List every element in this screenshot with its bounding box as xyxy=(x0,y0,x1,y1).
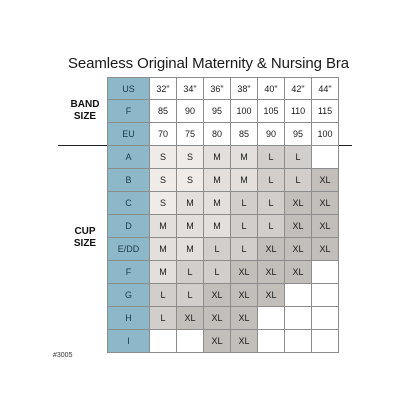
size-cell xyxy=(312,146,339,169)
cup-size-label xyxy=(58,226,112,250)
size-cell: L xyxy=(258,215,285,238)
size-cell: L xyxy=(177,261,204,284)
size-cell: S xyxy=(177,146,204,169)
size-cell: M xyxy=(204,215,231,238)
size-cell: XL xyxy=(231,261,258,284)
cup-row-label: D xyxy=(107,215,150,238)
band-size-cell: 32" xyxy=(150,77,177,100)
band-size-label-line-1: BAND xyxy=(70,99,100,110)
size-cell xyxy=(312,330,339,353)
size-cell: M xyxy=(150,215,177,238)
cup-row-label: B xyxy=(107,169,150,192)
size-cell xyxy=(285,330,312,353)
cup-row-label: I xyxy=(107,330,150,353)
size-cell: M xyxy=(204,192,231,215)
cup-row-label: F xyxy=(107,261,150,284)
size-cell: M xyxy=(177,215,204,238)
band-size-cell: 34" xyxy=(177,77,204,100)
size-cell: L xyxy=(285,146,312,169)
size-cell xyxy=(312,307,339,330)
size-cell: XL xyxy=(285,261,312,284)
size-cell: M xyxy=(177,192,204,215)
size-cell xyxy=(258,330,285,353)
size-cell: XL xyxy=(258,261,285,284)
band-size-cell: 85 xyxy=(150,100,177,123)
band-row-label: F xyxy=(107,100,150,123)
cup-size-label-line-2: SIZE xyxy=(73,238,97,249)
cup-row-label: E/DD xyxy=(107,238,150,261)
band-size-cell: 100 xyxy=(231,100,258,123)
size-cell: XL xyxy=(231,330,258,353)
size-cell: M xyxy=(231,146,258,169)
size-cell: S xyxy=(150,169,177,192)
size-cell: L xyxy=(231,215,258,238)
cup-row-label: G xyxy=(107,284,150,307)
size-cell: L xyxy=(177,284,204,307)
band-size-cell: 85 xyxy=(231,123,258,146)
band-row-label: US xyxy=(107,77,150,100)
size-cell: M xyxy=(204,146,231,169)
size-cell xyxy=(285,307,312,330)
size-cell: XL xyxy=(204,330,231,353)
size-cell: M xyxy=(150,261,177,284)
product-code: #3005 xyxy=(53,352,73,359)
size-cell xyxy=(177,330,204,353)
cup-row-label: A xyxy=(107,146,150,169)
size-cell: L xyxy=(231,192,258,215)
size-cell: L xyxy=(204,238,231,261)
size-grid xyxy=(107,77,339,353)
size-cell: XL xyxy=(312,192,339,215)
chart-title: Seamless Original Maternity & Nursing Bra xyxy=(68,55,350,72)
size-cell: L xyxy=(231,238,258,261)
size-cell: L xyxy=(258,146,285,169)
size-cell xyxy=(258,307,285,330)
band-size-cell: 100 xyxy=(312,123,339,146)
size-cell: L xyxy=(150,284,177,307)
size-cell: XL xyxy=(312,238,339,261)
band-size-cell: 90 xyxy=(258,123,285,146)
size-cell: S xyxy=(150,146,177,169)
size-cell xyxy=(150,330,177,353)
size-cell: XL xyxy=(204,284,231,307)
size-cell: M xyxy=(204,169,231,192)
size-cell: XL xyxy=(285,192,312,215)
band-size-cell: 80 xyxy=(204,123,231,146)
size-cell: L xyxy=(150,307,177,330)
size-cell: M xyxy=(150,238,177,261)
band-size-cell: 115 xyxy=(312,100,339,123)
band-size-cell: 95 xyxy=(204,100,231,123)
cup-size-label-line-1: CUP xyxy=(74,226,96,237)
size-cell: M xyxy=(231,169,258,192)
band-size-cell: 42" xyxy=(285,77,312,100)
size-cell: XL xyxy=(258,284,285,307)
size-cell: XL xyxy=(204,307,231,330)
size-cell: S xyxy=(177,169,204,192)
size-cell: XL xyxy=(231,284,258,307)
band-size-cell: 44" xyxy=(312,77,339,100)
size-cell: XL xyxy=(312,215,339,238)
size-cell: L xyxy=(285,169,312,192)
size-cell: XL xyxy=(285,238,312,261)
size-cell: L xyxy=(204,261,231,284)
band-size-label-line-2: SIZE xyxy=(73,111,97,122)
band-size-cell: 36" xyxy=(204,77,231,100)
size-cell: XL xyxy=(177,307,204,330)
band-size-cell: 75 xyxy=(177,123,204,146)
band-size-cell: 38" xyxy=(231,77,258,100)
size-cell: XL xyxy=(285,215,312,238)
band-size-label xyxy=(58,99,112,123)
size-cell: XL xyxy=(231,307,258,330)
band-size-cell: 40" xyxy=(258,77,285,100)
band-size-cell: 90 xyxy=(177,100,204,123)
size-cell xyxy=(312,284,339,307)
size-cell: XL xyxy=(312,169,339,192)
band-row-label: EU xyxy=(107,123,150,146)
band-size-cell: 110 xyxy=(285,100,312,123)
cup-row-label: C xyxy=(107,192,150,215)
band-size-cell: 105 xyxy=(258,100,285,123)
size-cell: L xyxy=(258,169,285,192)
cup-row-label: H xyxy=(107,307,150,330)
size-cell xyxy=(312,261,339,284)
size-cell xyxy=(285,284,312,307)
band-size-cell: 70 xyxy=(150,123,177,146)
size-cell: L xyxy=(258,192,285,215)
size-cell: XL xyxy=(258,238,285,261)
band-size-cell: 95 xyxy=(285,123,312,146)
size-cell: M xyxy=(177,238,204,261)
size-cell: S xyxy=(150,192,177,215)
